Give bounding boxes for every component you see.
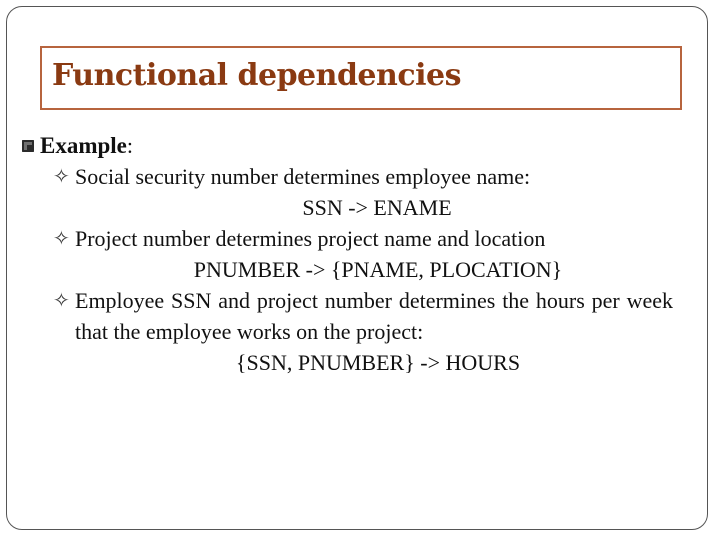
sub-item-list <box>53 161 673 378</box>
sub-item-text: Social security number determines employee name: <box>75 164 531 189</box>
checkbox-square-icon <box>22 140 34 152</box>
example-bullet <box>22 130 682 161</box>
sub-item <box>53 285 673 347</box>
title-box <box>40 46 682 110</box>
sub-item <box>53 161 673 192</box>
slide-title: Functional dependencies <box>52 58 461 93</box>
example-colon: : <box>126 133 134 158</box>
formula: {SSN, PNUMBER} -> HOURS <box>235 350 521 375</box>
four-point-star-icon: ✧ <box>53 164 70 188</box>
sub-item-text: Project number determines project name and location <box>75 226 546 251</box>
four-point-star-icon: ✧ <box>53 226 70 250</box>
sub-item <box>53 223 673 254</box>
formula: PNUMBER -> {PNAME, PLOCATION} <box>193 257 563 282</box>
example-label: Example <box>40 133 127 158</box>
formula: SSN -> ENAME <box>302 195 452 220</box>
slide-content <box>22 130 682 378</box>
four-point-star-icon: ✧ <box>53 288 70 312</box>
sub-item-text: Employee SSN and project number determines the hours per week that the employee works on the project: <box>75 288 673 344</box>
